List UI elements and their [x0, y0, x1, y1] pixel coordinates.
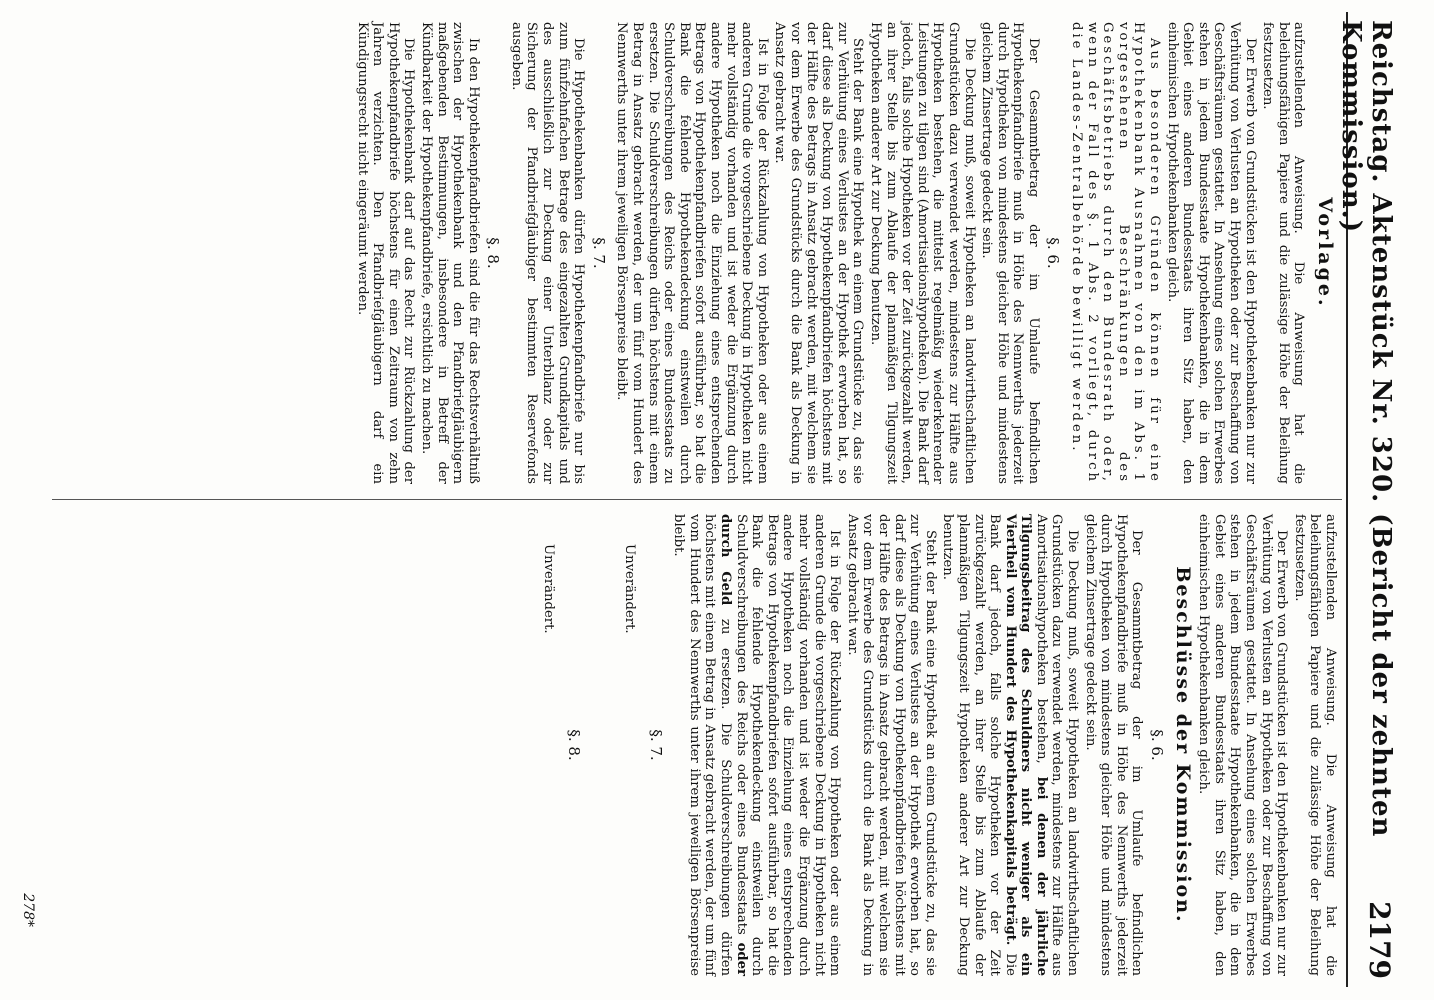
left-column [352, 22, 1338, 484]
text-run: Ist in Folge der Rückzahlung von Hypotheken oder aus einem anderen Grunde die vorgeschriebene Deckung in Hypotheken nicht mehr vollständig vorhanden und ist weder die Ergänzung durch andere Hypotheken noch die Einziehung eines entsprechenden Betrags von Hypothekenpfandbriefen sofort ausführbar, so hat die Bank die fehlende Hypothekendeckung einstweilen durch Schuldverschreibungen des Reichs oder eines Bundesstaats [733, 514, 843, 976]
text-run: Die Deckung muß, soweit Hypotheken an landwirthschaftlichen Grundstücken dazu verwendet werden, mindestens zur Hälfte aus Amortisationshypotheken bestehen, [1033, 514, 1081, 976]
section-heading: §. 7. [589, 237, 608, 269]
bold-amendment: oder durch Geld [718, 514, 749, 976]
paragraph: aufzustellenden Anweisung. Die Anweisung hat die beleihungsfähigen Papiere und die zulässige Höhe der Beleihung festzusetzen. [1260, 22, 1307, 484]
paragraph [940, 514, 1080, 976]
paragraph: Die Deckung muß, soweit Hypotheken an landwirthschaftlichen Grundstücken dazu verwendet werden, mindestens zur Hälfte aus Hypotheken bestehen, die mittelst regelmäßig wiederkehrender Leistungen zu tilgen sind (Amortisationshypotheken). Die Bank darf jedoch, falls solche Hypotheken vor der Zeit zurückgezahlt werden, an ihrer Stelle bis zum Ablaufe der planmäßigen Tilgungszeit Hypotheken anderer Art zur Deckung benutzen. [867, 22, 977, 484]
section-heading: §. 8. [565, 729, 584, 761]
page-number: 2179 [1363, 901, 1396, 979]
bold-amendment: bei denen der jährliche Tilgungsbeitrag des Schuldners nicht weniger als ein Viertheil vom Hundert des Hypothekenkapitals beträgt. [1002, 514, 1049, 977]
paragraph: Ist in Folge der Rückzahlung von Hypotheken oder aus einem anderen Grunde die vorgeschriebene Deckung in Hypotheken nicht mehr vollständig vorhanden und ist weder die Ergänzung durch andere Hypotheken noch die Einziehung eines entsprechenden Betrags von Hypothekenpfandbriefen sofort ausführbar, so hat die Bank die fehlende Hypothekendeckung einstweilen durch Schuldverschreibungen des Reichs oder eines Bundesstaats zu ersetzen. Die Schuldverschreibungen dürfen höchstens mit einem Betrag in Ansatz gebracht werden, der um fünf vom Hundert des Nennwerths unter ihrem jeweiligen Börsenpreise bleibt. [614, 22, 770, 484]
unchanged-note: Unverändert. [540, 544, 556, 634]
paragraph: Steht der Bank eine Hypothek an einem Grundstücke zu, das sie zur Verhütung eines Verlustes an der Hypothek erworben hat, so darf diese als Deckung von Hypothekenpfandbriefen höchstens mit der Hälfte des Betrags in Ansatz gebracht werden, mit welchem sie vor dem Erwerbe des Grundstücks durch die Bank als Deckung in Ansatz gebracht war. [844, 514, 938, 976]
page-footnote: 278* [20, 893, 36, 927]
column-title: Beschlüsse der Kommission. [1171, 566, 1194, 924]
column-title: Vorlage. [1314, 197, 1336, 309]
paragraph [671, 514, 843, 976]
paragraph: Der Gesammtbetrag der im Umlaufe befindlichen Hypothekenpfandbriefe muß in Höhe des Nennwerths jederzeit durch Hypotheken von mindestens gleicher Höhe und mindestens gleichem Zinsertrage gedeckt sein. [979, 22, 1041, 484]
section-heading: §. 6. [1044, 237, 1063, 269]
text-run: Die Bank darf jedoch, falls solche Hypotheken vor der Zeit zurückgezahlt werden, an ihrer Stelle bis zum Ablaufe der planmäßigen Tilgungszeit Hypotheken anderer Art zur Deckung benutzen. [940, 514, 1018, 976]
rotated-content [12, 12, 1412, 987]
header-title: Reichstag. Aktenstück Nr. 320. (Bericht der zehnten Kommission.) [1336, 20, 1396, 838]
paragraph: Die Hypothekenbanken dürfen Hypothekenpfandbriefe nur bis zum fünfzehnfachen Betrage des eingezahlten Grundkapitals und des ausschließlich zur Deckung einer Unterbilanz oder zur Sicherung der Pfandbriefgläubiger bestimmten Reservefonds ausgeben. [508, 22, 587, 484]
right-column [500, 514, 1338, 976]
paragraph: Der Gesammtbetrag der im Umlaufe befindlichen Hypothekenpfandbriefe muß in Höhe des Nennwerths jederzeit durch Hypotheken von mindestens gleicher Höhe und mindestens gleichem Zinsertrage gedeckt sein. [1082, 514, 1145, 976]
text-run: zu ersetzen. Die Schuldverschreibungen dürfen höchstens mit einem Betrag in Ansatz gebracht werden, der um fünf vom Hundert des Nennwerths unter ihrem jeweiligen Börsenpreise bleibt. [671, 514, 734, 976]
paragraph: Der Erwerb von Grundstücken ist den Hypothekenbanken nur zur Verhütung von Verlusten an Hypotheken oder zur Beschaffung von Geschäftsräumen gestattet. In Ansehung eines solchen Erwerbes stehen in jedem Bundesstaate Hypothekenbanken, die in dem Gebiet eines anderen Bundesstaats ihren Sitz haben, den einheimischen Hypothekenbanken gleich. [1196, 514, 1290, 976]
section-heading: §. 7. [646, 729, 665, 761]
digitization-notice [1413, 0, 1434, 1000]
paragraph: Der Erwerb von Grundstücken ist den Hypothekenbanken nur zur Verhütung von Verlusten an Hypotheken oder zur Beschaffung von Geschäftsräumen gestattet. In Ansehung eines solchen Erwerbes stehen in jedem Bundesstaate Hypothekenbanken, die in dem Gebiet eines anderen Bundesstaats ihren Sitz haben, den einheimischen Hypothekenbanken gleich. [1164, 22, 1258, 484]
unchanged-note: Unverändert. [622, 544, 638, 634]
paragraph: Die Hypothekenbank darf auf das Recht zur Rückzahlung der Hypothekenpfandbriefe höchstens für einen Zeitraum von zehn Jahren verzichten. Den Pfandbriefgläubigern darf ein Kündigungsrecht nicht eingeräumt werden. [354, 22, 417, 484]
section-heading: §. 6. [1148, 729, 1167, 761]
page-header [1336, 12, 1412, 987]
paragraph: Steht der Bank eine Hypothek an einem Grundstücke zu, das sie zur Verhütung eines Verlustes an der Hypothek erworben hat, so darf diese als Deckung von Hypothekenpfandbriefen höchstens mit der Hälfte des Betrags in Ansatz gebracht werden, mit welchem sie vor dem Erwerbe des Grundstücks durch die Bank als Deckung in Ansatz gebracht war. [772, 22, 866, 484]
paragraph: aufzustellenden Anweisung. Die Anweisung hat die beleihungsfähigen Papiere und die zulässige Höhe der Beleihung festzusetzen. [1291, 514, 1338, 976]
section-heading: §. 8. [484, 237, 503, 269]
paragraph: Aus besonderen Gründen können für eine Hypothekenbank Ausnahmen von den im Abs. 1 vorgesehenen Beschränkungen des Geschäftsbetriebs durch den Bundesrath oder, wenn der Fall des §. 1 Abs. 2 vorliegt, durch die Landes-Zentralbehörde bewilligt werden. [1069, 22, 1163, 484]
column-divider [52, 499, 1342, 500]
paragraph: In den Hypothekenpfandbriefen sind die für das Rechtsverhältniß zwischen der Hypothekenbank und den Pfandbriefgläubigern maßgebenden Bestimmungen, insbesondere in Betreff der Kündbarkeit der Hypothekenpfandbriefe, ersichtlich zu machen. [418, 22, 481, 484]
